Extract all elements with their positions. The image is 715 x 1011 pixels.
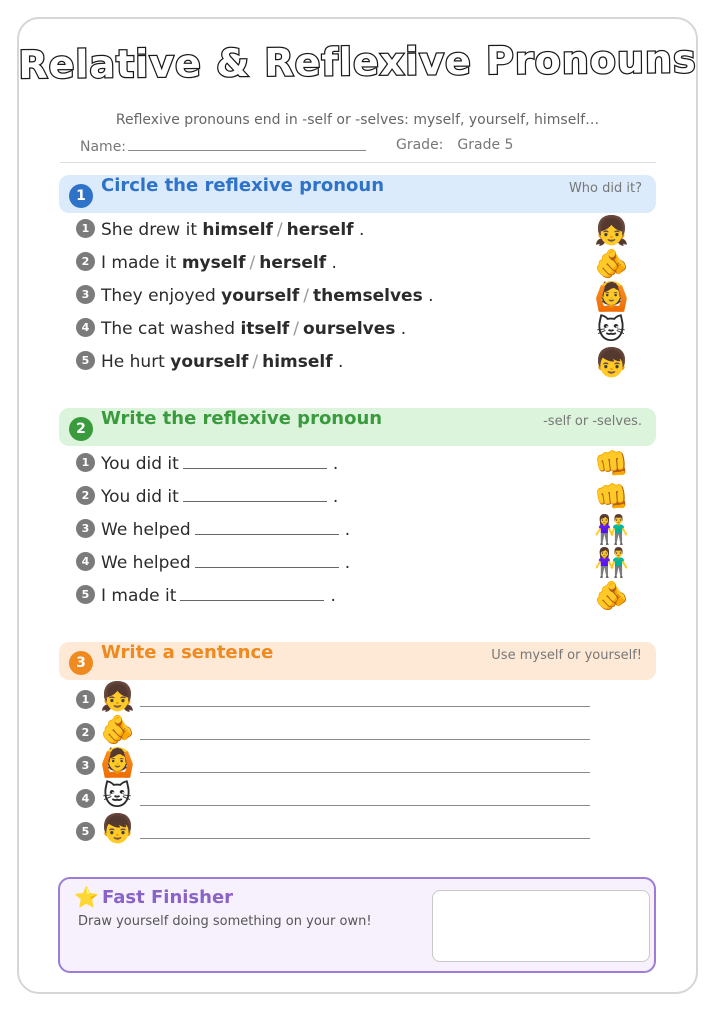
sentence-item	[76, 319, 406, 345]
person-emoji-icon: 👦	[594, 346, 629, 379]
grade-value: Grade 5	[457, 137, 514, 153]
answer-blank[interactable]	[180, 585, 324, 601]
grade-row	[396, 137, 513, 153]
writing-line[interactable]	[140, 706, 590, 707]
sentence-end: .	[332, 454, 339, 474]
sentence-item	[76, 253, 337, 279]
option-separator: /	[276, 220, 283, 240]
pronoun-option[interactable]: ourselves	[303, 319, 396, 339]
prompt-emoji-icon: 🙆	[100, 746, 135, 779]
prompt-emoji-icon: 🐱	[102, 779, 132, 812]
sentence-text: I made it	[101, 586, 177, 606]
sentence-text: We helped	[101, 553, 191, 573]
hint-emoji-icon: 👊	[594, 480, 629, 513]
pronoun-option[interactable]: herself	[286, 220, 354, 240]
hint-emoji-icon: 👫	[594, 546, 629, 579]
fill-blank-item	[76, 453, 338, 479]
hint-emoji-icon: 👊	[594, 447, 629, 480]
name-label: Name:	[80, 139, 127, 155]
item-number: 5	[76, 585, 95, 604]
fill-blank-item	[76, 552, 350, 578]
page-subtitle: Reflexive pronouns end in -self or -selves: myself, yourself, himself…	[115, 112, 600, 128]
fast-finisher-text: Draw yourself doing something on your own!	[78, 914, 372, 929]
sentence-end: .	[344, 553, 351, 573]
header-divider	[60, 162, 656, 163]
sentence-text: The cat washed	[101, 319, 241, 339]
item-number: 3	[76, 519, 95, 538]
sentence-item	[76, 352, 343, 378]
section-hint: -self or -selves.	[543, 414, 642, 429]
fill-blank-item	[76, 486, 338, 512]
star-icon: ⭐	[74, 885, 99, 909]
fast-finisher-box	[58, 877, 656, 973]
sentence-item	[76, 286, 434, 312]
section-2-header	[59, 408, 656, 446]
sentence-text: I made it	[101, 253, 182, 273]
sentence-end: .	[353, 220, 365, 240]
pronoun-option[interactable]: themselves	[313, 286, 423, 306]
item-number: 4	[76, 789, 95, 808]
sentence-end: .	[332, 352, 344, 372]
fill-blank-item	[76, 519, 350, 545]
pronoun-option[interactable]: yourself	[221, 286, 300, 306]
name-field[interactable]	[128, 137, 366, 151]
answer-blank[interactable]	[195, 552, 339, 568]
option-separator: /	[303, 286, 310, 306]
answer-blank[interactable]	[183, 453, 327, 469]
answer-blank[interactable]	[183, 486, 327, 502]
item-number: 5	[76, 351, 95, 370]
fill-blank-item	[76, 585, 336, 611]
pronoun-option[interactable]: yourself	[170, 352, 249, 372]
option-separator: /	[249, 253, 256, 273]
writing-line[interactable]	[140, 772, 590, 773]
sentence-end: .	[330, 586, 336, 606]
section-number: 2	[69, 417, 93, 441]
section-3-header	[59, 642, 656, 680]
pronoun-option[interactable]: myself	[181, 253, 246, 273]
writing-line[interactable]	[140, 739, 590, 740]
sentence-text: He hurt	[101, 352, 171, 372]
item-number: 1	[76, 690, 95, 709]
sentence-end: .	[326, 253, 337, 273]
section-title: Write the reflexive pronoun	[101, 408, 383, 429]
item-number: 1	[76, 453, 95, 472]
item-number: 4	[76, 552, 95, 571]
section-1-header	[59, 175, 656, 213]
pronoun-option[interactable]: herself	[259, 253, 327, 273]
pronoun-option[interactable]: himself	[202, 220, 273, 240]
sentence-item	[76, 220, 364, 246]
writing-line[interactable]	[140, 805, 590, 806]
sentence-text: You did it	[101, 487, 179, 507]
drawing-box[interactable]	[432, 890, 650, 962]
item-number: 3	[76, 285, 95, 304]
sentence-end: .	[422, 286, 434, 306]
person-emoji-icon: 🙆	[594, 280, 629, 313]
pronoun-option[interactable]: itself	[240, 319, 290, 339]
name-row	[80, 137, 366, 155]
fast-finisher-title: Fast Finisher	[102, 887, 234, 908]
item-number: 5	[76, 822, 95, 841]
item-number: 2	[76, 723, 95, 742]
sentence-end: .	[395, 319, 407, 339]
pronoun-option[interactable]: himself	[262, 352, 333, 372]
prompt-emoji-icon: 👧	[100, 680, 135, 713]
section-number: 3	[69, 651, 93, 675]
person-emoji-icon: 👧	[594, 214, 629, 247]
sentence-text: We helped	[101, 520, 191, 540]
item-number: 3	[76, 756, 95, 775]
grade-label: Grade:	[396, 137, 444, 153]
prompt-emoji-icon: 👦	[100, 812, 135, 845]
item-number: 4	[76, 318, 95, 337]
writing-line[interactable]	[140, 838, 590, 839]
hint-emoji-icon: 👫	[594, 513, 629, 546]
prompt-emoji-icon: 🫵	[100, 713, 135, 746]
section-number: 1	[69, 184, 93, 208]
sentence-end: .	[332, 487, 339, 507]
section-title: Write a sentence	[101, 642, 274, 663]
item-number: 2	[76, 252, 95, 271]
person-emoji-icon: 🫵	[594, 247, 629, 280]
person-emoji-icon: 🐱	[596, 313, 626, 346]
hint-emoji-icon: 🫵	[594, 579, 629, 612]
page-title: Relative & Reflexive Pronouns	[18, 37, 697, 87]
item-number: 2	[76, 486, 95, 505]
section-hint: Use myself or yourself!	[491, 648, 642, 663]
section-hint: Who did it?	[568, 181, 642, 196]
option-separator: /	[293, 319, 300, 339]
sentence-text: They enjoyed	[101, 286, 222, 306]
option-separator: /	[252, 352, 259, 372]
item-number: 1	[76, 219, 95, 238]
sentence-text: She drew it	[101, 220, 203, 240]
section-title: Circle the reflexive pronoun	[101, 175, 385, 196]
sentence-text: You did it	[101, 454, 179, 474]
answer-blank[interactable]	[195, 519, 339, 535]
sentence-end: .	[344, 520, 351, 540]
